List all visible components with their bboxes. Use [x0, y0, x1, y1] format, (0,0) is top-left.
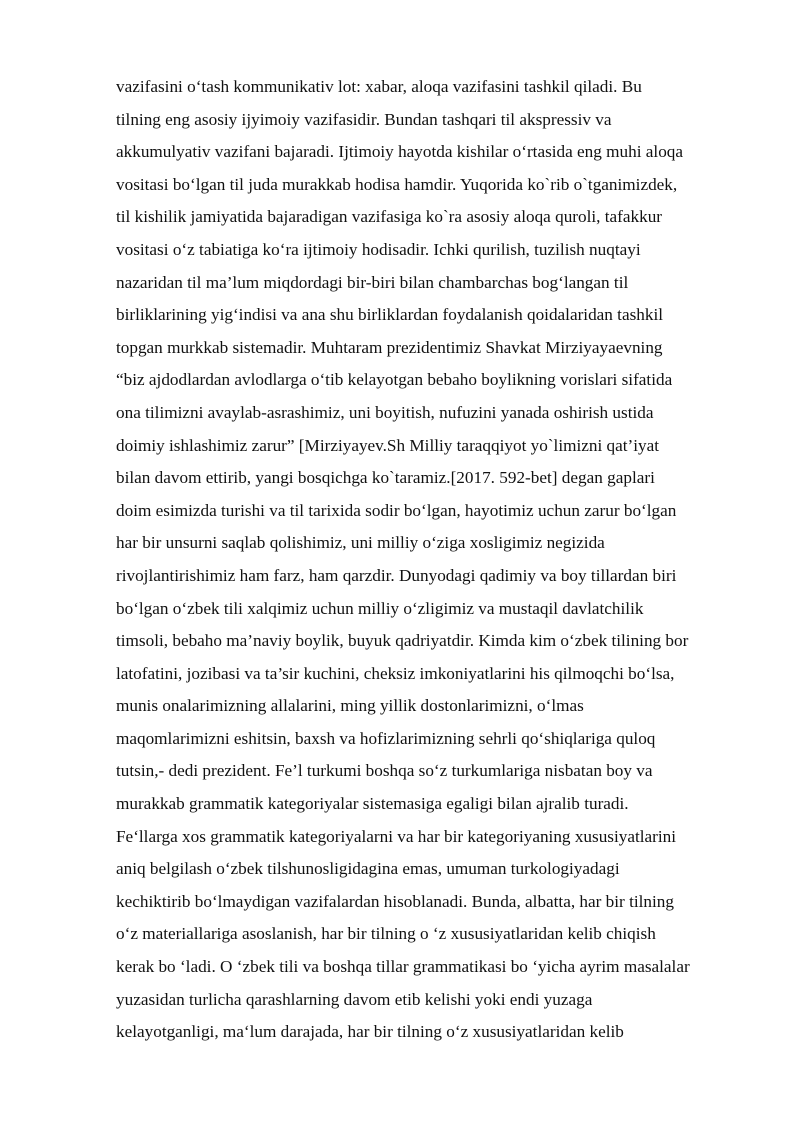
text-line: tilning eng asosiy ijyimoiy vazifasidir. Bundan tashqari til akspressiv va: [116, 109, 612, 129]
text-line: birliklarining yig‘indisi va ana shu birliklardan foydalanish qoidalaridan tashkil: [116, 305, 664, 325]
text-line: kerak bo ‘ladi. O ‘zbek tili va boshqa tillar grammatikasi bo ‘yicha ayrim masalalar: [116, 957, 690, 977]
text-line: nazaridan til ma’lum miqdordagi bir-biri bilan chambarchas bog‘langan til: [116, 272, 629, 292]
text-line: o‘z materiallariga asoslanish, har bir tilning o ‘z xususiyatlaridan kelib chiqish: [116, 924, 656, 944]
text-line: timsoli, bebaho ma’naviy boylik, buyuk qadriyatdir. Kimda kim o‘zbek tilining bor: [116, 631, 689, 651]
text-line: topgan murkkab sistemadir. Muhtaram prezidentimiz Shavkat Mirziyayaevning: [116, 337, 663, 357]
text-line: rivojlantirishimiz ham farz, ham qarzdir. Dunyodagi qadimiy va boy tillardan biri: [116, 565, 677, 585]
text-line: har bir unsurni saqlab qolishimiz, uni milliy o‘ziga xosligimiz negizida: [116, 533, 605, 553]
text-line: ona tilimizni avaylab-asrashimiz, uni boyitish, nufuzini yanada oshirish ustida: [116, 402, 654, 422]
text-line: vositasi bo‘lgan til juda murakkab hodisa hamdir. Yuqorida ko`rib o`tganimizdek,: [116, 174, 678, 194]
text-line: vazifasini o‘tash kommunikativ lot: xabar, aloqa vazifasini tashkil qiladi. Bu: [116, 77, 642, 96]
text-line: bilan davom ettirib, yangi bosqichga ko`taramiz.[2017. 592-bet] degan gaplari: [116, 468, 655, 488]
text-line: doimiy ishlashimiz zarur” [Mirziyayev.Sh Milliy taraqqiyot yo`limizni qat’iyat: [116, 435, 660, 455]
text-line: murakkab grammatik kategoriyalar sistemasiga egaligi bilan ajralib turadi.: [116, 794, 629, 814]
text-line: maqomlarimizni eshitsin, baxsh va hofizlarimizning sehrli qo‘shiqlariga quloq: [116, 728, 656, 748]
text-line: tutsin,- dedi prezident. Fe’l turkumi boshqa so‘z turkumlariga nisbatan boy va: [116, 761, 653, 781]
text-line: vositasi o‘z tabiatiga ko‘ra ijtimoiy hodisadir. Ichki qurilish, tuzilish nuqtayi: [116, 239, 641, 259]
text-line: kechiktirib bo‘lmaydigan vazifalardan hisoblanadi. Bunda, albatta, har bir tilning: [116, 891, 674, 911]
text-line: latofatini, jozibasi va ta’sir kuchini, cheksiz imkoniyatlarini his qilmoqchi bo‘lsa,: [116, 663, 675, 683]
text-line: doim esimizda turishi va til tarixida sodir bo‘lgan, hayotimiz uchun zarur bo‘lgan: [116, 500, 677, 520]
text-line: aniq belgilash o‘zbek tilshunosligidagina emas, umuman turkologiyadagi: [116, 859, 620, 879]
text-line: munis onalarimizning allalarini, ming yillik dostonlarimizni, o‘lmas: [116, 696, 584, 716]
text-line: kelayotganligi, ma‘lum darajada, har bir tilning o‘z xususiyatlaridan kelib: [116, 1022, 624, 1042]
text-line: bo‘lgan o‘zbek tili xalqimiz uchun milliy o‘zligimiz va mustaqil davlatchilik: [116, 598, 644, 618]
text-line: akkumulyativ vazifani bajaradi. Ijtimoiy hayotda kishilar o‘rtasida eng muhi aloqa: [116, 142, 684, 162]
body-text: [116, 71, 756, 1049]
text-line: til kishilik jamiyatida bajaradigan vazifasiga ko`ra asosiy aloqa quroli, tafakkur: [116, 207, 663, 227]
text-line: Fe‘llarga xos grammatik kategoriyalarni va har bir kategoriyaning xususiyatlarini: [116, 826, 677, 846]
text-line: yuzasidan turlicha qarashlarning davom etib kelishi yoki endi yuzaga: [116, 989, 593, 1009]
text-line: “biz ajdodlardan avlodlarga o‘tib kelayotgan bebaho boylikning vorislari sifatida: [116, 370, 673, 390]
